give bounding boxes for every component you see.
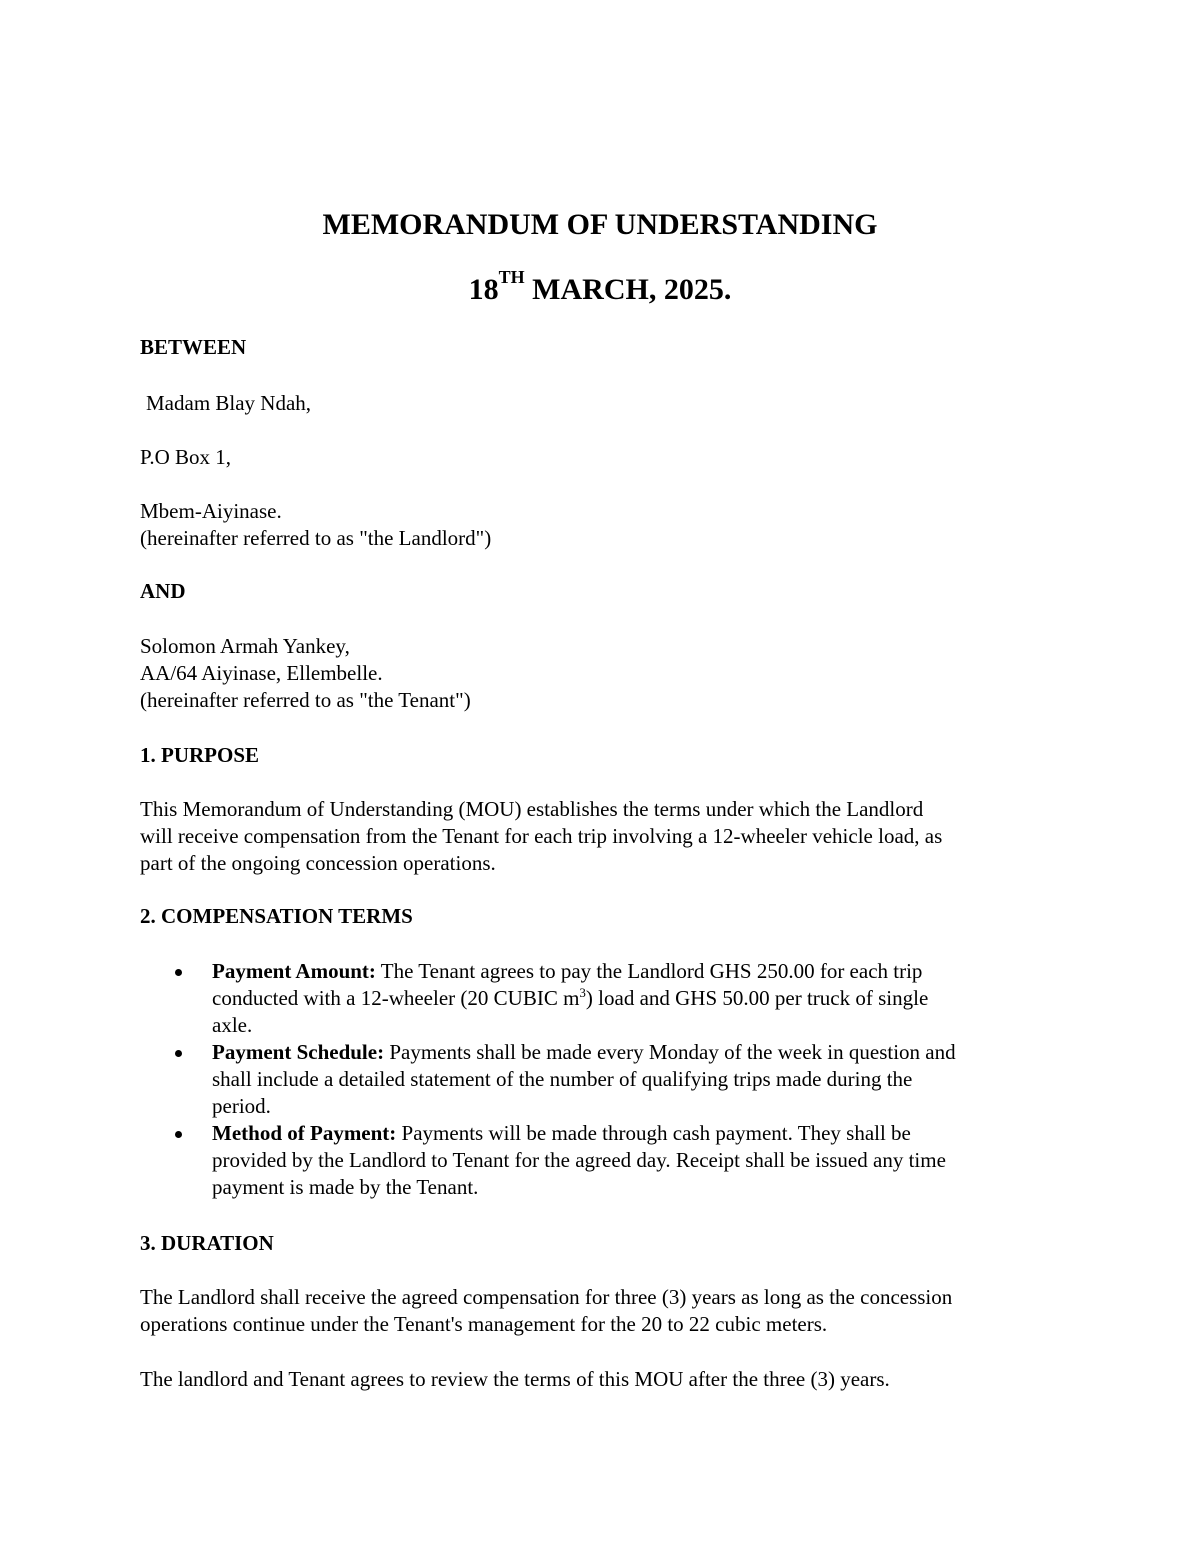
term-text: ) load and GHS 50.00 per truck of single <box>585 986 929 1010</box>
duration-line: operations continue under the Tenant's management for the 20 to 22 cubic meters. <box>140 1312 828 1336</box>
term-text: Payments shall be made every Monday of the week in question and <box>384 1040 956 1064</box>
document-title: MEMORANDUM OF UNDERSTANDING <box>322 208 878 241</box>
purpose-line: This Memorandum of Understanding (MOU) establishes the terms under which the Landlord <box>140 797 924 821</box>
compensation-heading: 2. COMPENSATION TERMS <box>140 904 413 928</box>
tenant-name: Solomon Armah Yankey, <box>140 634 350 658</box>
duration-line: The Landlord shall receive the agreed compensation for three (3) years as long as the concession <box>140 1285 953 1309</box>
bullet-icon <box>175 969 182 976</box>
bullet-icon <box>175 1131 182 1138</box>
compensation-terms-list <box>140 958 1070 1201</box>
review-paragraph: The landlord and Tenant agrees to review the terms of this MOU after the three (3) years. <box>140 1367 890 1391</box>
date-suffix: TH <box>498 267 525 287</box>
term-text: Payments will be made through cash payment. They shall be <box>396 1121 911 1145</box>
bullet-icon <box>175 1050 182 1057</box>
date-day: 18 <box>468 273 499 306</box>
list-item <box>140 1120 1070 1201</box>
list-item <box>140 1039 1070 1120</box>
term-text: payment is made by the Tenant. <box>212 1175 479 1199</box>
term-text: The Tenant agrees to pay the Landlord GHS 250.00 for each trip <box>375 959 923 983</box>
superscript-three: 3 <box>579 985 586 1000</box>
term-text: axle. <box>212 1013 253 1037</box>
between-heading: BETWEEN <box>140 335 247 359</box>
tenant-reference: (hereinafter referred to as "the Tenant") <box>140 688 471 712</box>
term-text: provided by the Landlord to Tenant for the agreed day. Receipt shall be issued any time <box>212 1148 946 1172</box>
purpose-line: part of the ongoing concession operations. <box>140 851 496 875</box>
term-label: Payment Amount: <box>212 959 376 983</box>
list-item <box>140 958 1070 1039</box>
landlord-reference: (hereinafter referred to as "the Landlord") <box>140 526 492 550</box>
landlord-town: Mbem-Aiyinase. <box>140 499 282 523</box>
date-rest: MARCH, 2025. <box>524 273 732 306</box>
landlord-name: Madam Blay Ndah, <box>146 391 312 415</box>
term-label: Method of Payment: <box>212 1121 397 1145</box>
tenant-block <box>140 633 1070 714</box>
landlord-address-block <box>140 498 1070 552</box>
term-text: period. <box>212 1094 271 1118</box>
and-heading: AND <box>140 579 186 603</box>
tenant-address: AA/64 Aiyinase, Ellembelle. <box>140 661 383 685</box>
term-text: shall include a detailed statement of the number of qualifying trips made during the <box>212 1067 913 1091</box>
document-date <box>0 267 1200 308</box>
term-label: Payment Schedule: <box>212 1040 385 1064</box>
purpose-heading: 1. PURPOSE <box>140 743 260 767</box>
duration-heading: 3. DURATION <box>140 1231 274 1255</box>
purpose-line: will receive compensation from the Tenant for each trip involving a 12-wheeler vehicle load, as <box>140 824 943 848</box>
purpose-paragraph <box>140 796 1070 877</box>
duration-paragraph <box>140 1284 1070 1338</box>
landlord-box: P.O Box 1, <box>140 445 232 469</box>
term-text: conducted with a 12-wheeler (20 CUBIC m <box>212 986 580 1010</box>
